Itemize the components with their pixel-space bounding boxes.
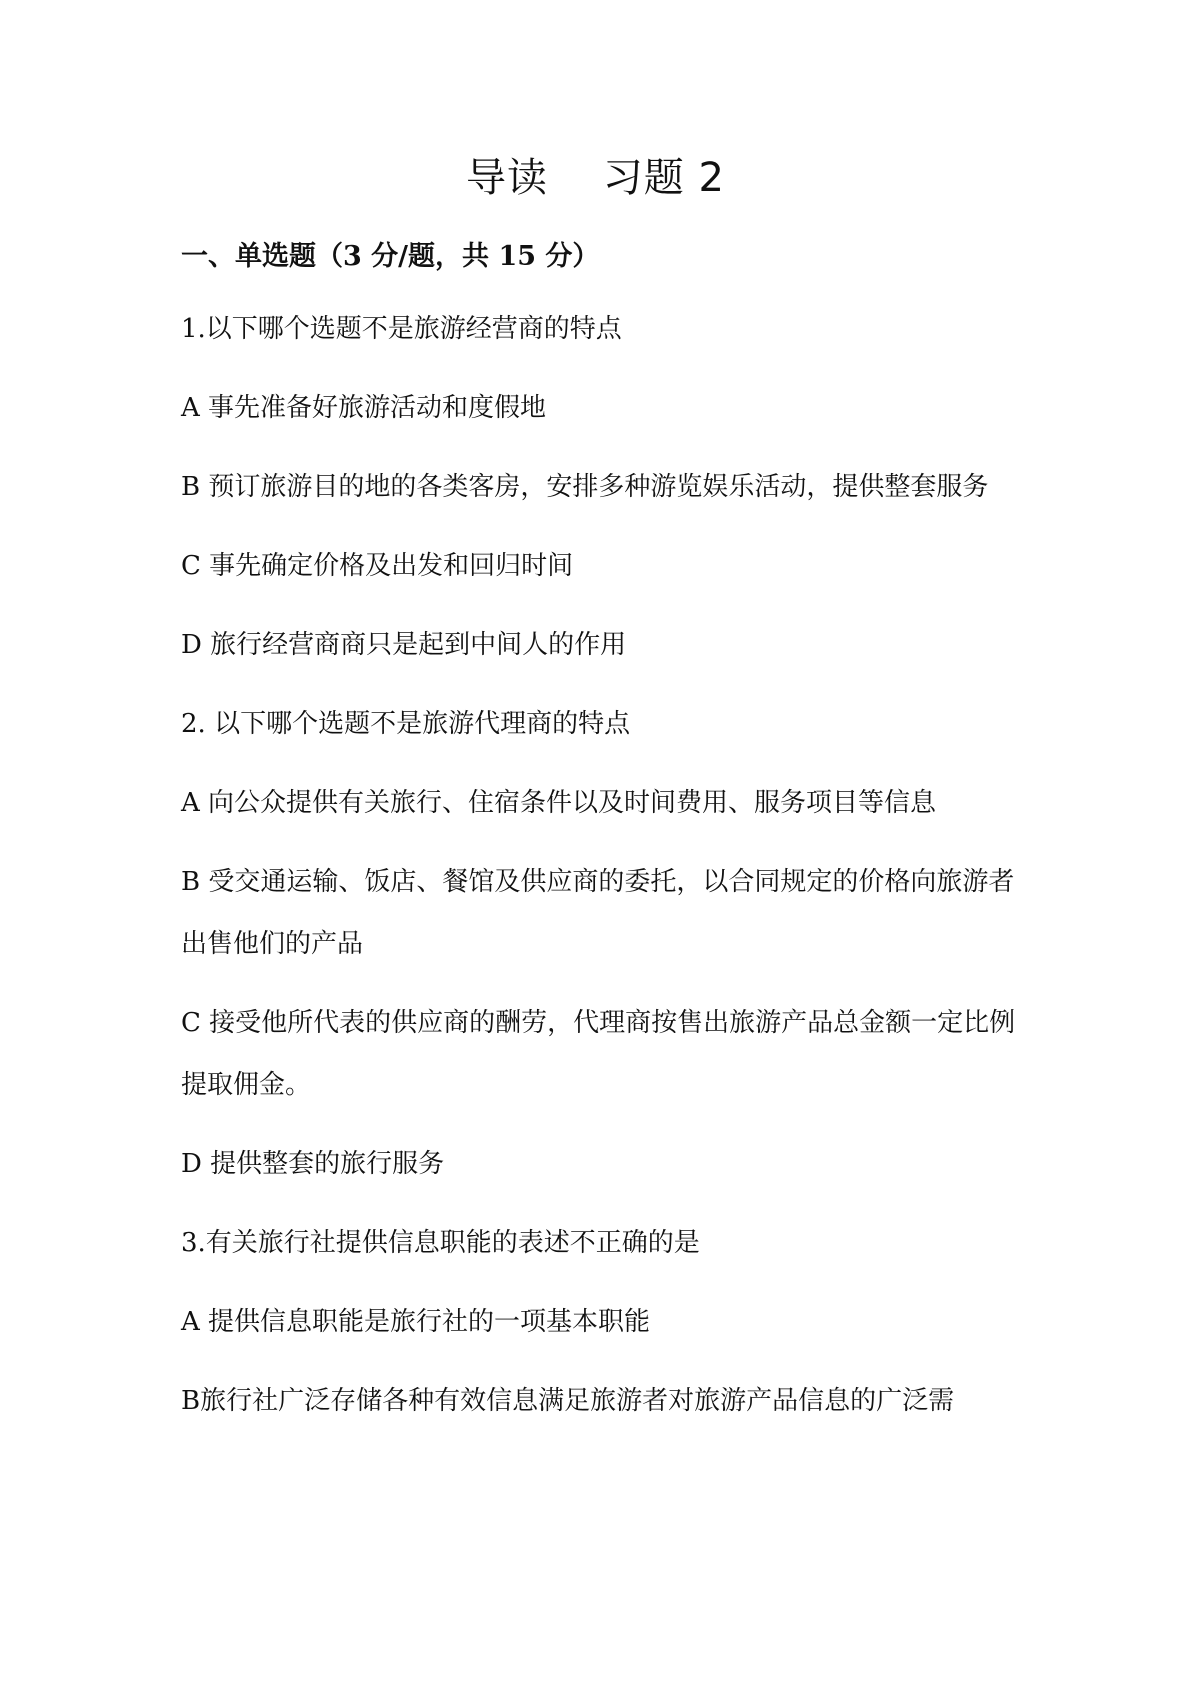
question-3-option-b: B旅行社广泛存储各种有效信息满足旅游者对旅游产品信息的广泛需 — [181, 1386, 955, 1416]
section-heading: 一、单选题（3 分/题，共 15 分） — [181, 241, 600, 272]
question-3-option-a: A 提供信息职能是旅行社的一项基本职能 — [181, 1307, 651, 1337]
question-1: 1.以下哪个选题不是旅游经营商的特点 — [181, 314, 622, 344]
question-2: 2. 以下哪个选题不是旅游代理商的特点 — [181, 709, 631, 739]
question-1-option-d: D 旅行经营商商只是起到中间人的作用 — [181, 630, 627, 660]
question-list — [181, 307, 1021, 1458]
question-2-option-c: C 接受他所代表的供应商的酬劳，代理商按售出旅游产品总金额一定比例提取佣金。 — [181, 1008, 1016, 1100]
question-2-option-d: D 提供整套的旅行服务 — [181, 1149, 445, 1179]
question-1-option-c: C 事先确定价格及出发和回归时间 — [181, 551, 574, 581]
question-1-option-a: A 事先准备好旅游活动和度假地 — [181, 393, 547, 423]
question-1-option-b: B 预订旅游目的地的各类客房，安排多种游览娱乐活动，提供整套服务 — [181, 472, 989, 502]
question-2-option-b: B 受交通运输、饭店、餐馆及供应商的委托，以合同规定的价格向旅游者出售他们的产品 — [181, 867, 1015, 959]
question-3: 3.有关旅行社提供信息职能的表述不正确的是 — [181, 1228, 700, 1258]
question-2-option-a: A 向公众提供有关旅行、住宿条件以及时间费用、服务项目等信息 — [181, 788, 937, 818]
page-title: 导读 习题 2 — [466, 155, 725, 201]
